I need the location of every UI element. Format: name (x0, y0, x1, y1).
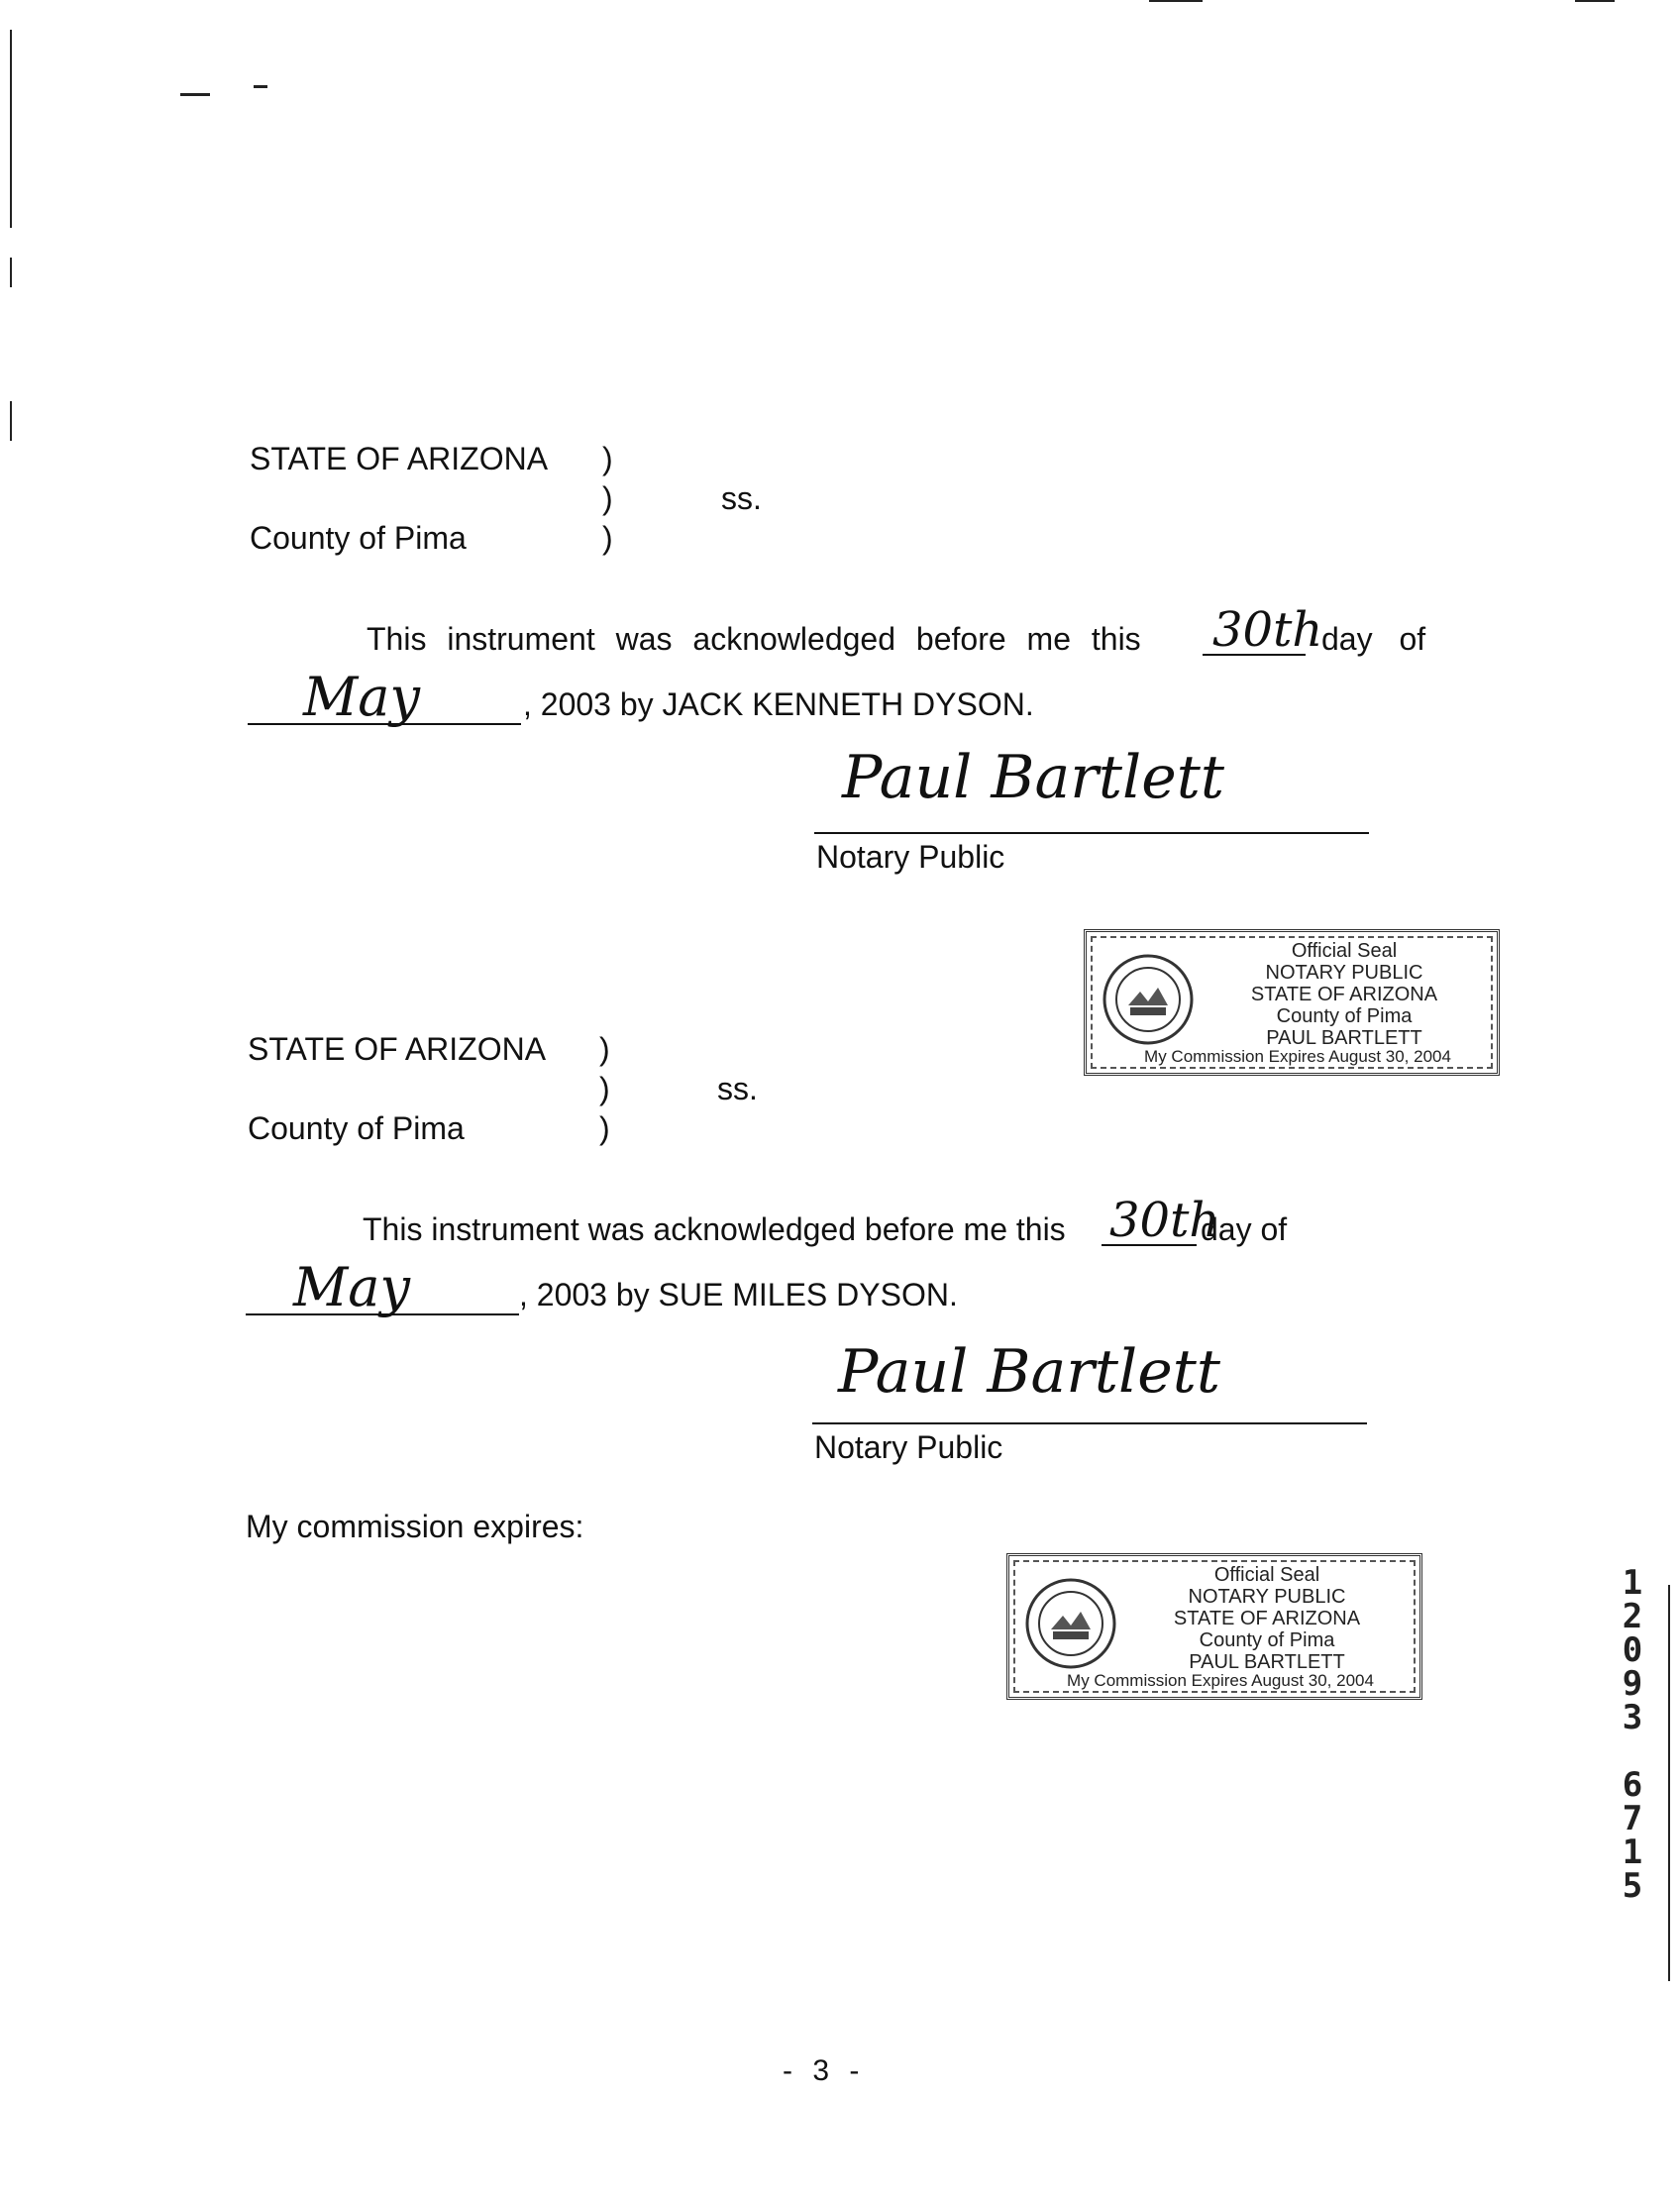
ack-text-suffix: day of (1201, 1211, 1288, 1247)
seal-line-name: PAUL BARTLETT (1189, 1651, 1345, 1673)
year-and-name: , 2003 by JACK KENNETH DYSON. (523, 686, 1034, 722)
seal-line-name: PAUL BARTLETT (1266, 1027, 1422, 1049)
day-handwritten: 30th (1109, 1193, 1220, 1248)
paren-2: ) (599, 1071, 610, 1106)
ack-text-suffix: day of (1321, 621, 1426, 657)
recording-digit: 1 (1622, 1563, 1643, 1603)
seal-line-state: STATE OF ARIZONA (1173, 1608, 1361, 1629)
handwritten-signature: Paul Bartlett (838, 1337, 1220, 1407)
scan-artifact-mark-2 (254, 85, 267, 88)
paren-3: ) (599, 1110, 610, 1146)
scan-artifact-top-2 (1575, 0, 1615, 2)
notary-seal-stamp (1084, 929, 1500, 1076)
seal-line-county: County of Pima (1276, 1005, 1413, 1027)
month-blank (246, 1256, 519, 1318)
scan-artifact-left-2 (10, 258, 12, 287)
county-label: County of Pima (248, 1110, 465, 1146)
day-blank (1203, 602, 1323, 658)
seal-line-state: STATE OF ARIZONA (1250, 984, 1438, 1005)
day-handwritten: 30th (1212, 602, 1323, 658)
arizona-state-seal-icon (1101, 952, 1196, 1047)
recording-digit: 1 (1622, 1833, 1643, 1872)
handwritten-signature: Paul Bartlett (842, 743, 1224, 812)
seal-line-official: Official Seal (1213, 1564, 1320, 1586)
scan-artifact-left-1 (10, 30, 12, 228)
page-number: - 3 - (783, 2054, 866, 2087)
commission-expires-label: My commission expires: (246, 1509, 584, 1544)
seal-line-notary: NOTARY PUBLIC (1265, 962, 1423, 984)
recording-digit: 5 (1622, 1866, 1643, 1906)
paren-1: ) (602, 441, 613, 476)
ack-text-prefix: This instrument was acknowledged before me this (367, 621, 1141, 657)
county-label: County of Pima (250, 520, 467, 556)
seal-expiration: My Commission Expires August 30, 2004 (1067, 1671, 1374, 1690)
recording-digit: 3 (1622, 1698, 1643, 1737)
ss-label: ss. (721, 480, 762, 516)
recording-digit: 6 (1622, 1765, 1643, 1805)
scan-artifact-top-1 (1149, 0, 1203, 2)
paren-2: ) (602, 480, 613, 516)
state-label: STATE OF ARIZONA (250, 441, 549, 476)
year-and-name: , 2003 by SUE MILES DYSON. (519, 1277, 958, 1312)
seal-line-notary: NOTARY PUBLIC (1188, 1586, 1346, 1608)
scan-artifact-left-3 (10, 401, 12, 441)
paren-1: ) (599, 1031, 610, 1067)
state-label: STATE OF ARIZONA (248, 1031, 547, 1067)
seal-line-county: County of Pima (1199, 1629, 1335, 1651)
paren-3: ) (602, 520, 613, 556)
month-handwritten: May (303, 666, 420, 728)
month-blank (248, 666, 521, 728)
month-handwritten: May (293, 1256, 410, 1318)
recording-digit: 0 (1622, 1630, 1643, 1670)
scan-artifact-right-edge (1668, 1585, 1670, 1981)
notary-public-label: Notary Public (816, 839, 1005, 875)
ss-label: ss. (717, 1071, 758, 1106)
seal-line-official: Official Seal (1291, 940, 1398, 962)
day-blank (1102, 1193, 1220, 1248)
ack-text-prefix: This instrument was acknowledged before me this (363, 1211, 1066, 1247)
recording-digit: 7 (1622, 1799, 1643, 1838)
seal-expiration: My Commission Expires August 30, 2004 (1144, 1047, 1451, 1066)
scan-artifact-mark (180, 93, 210, 96)
recording-digit: 9 (1622, 1664, 1643, 1704)
notary-public-label: Notary Public (814, 1429, 1003, 1465)
notary-seal-stamp (1006, 1553, 1422, 1700)
arizona-state-seal-icon (1023, 1576, 1118, 1671)
recording-digit: 2 (1622, 1597, 1643, 1636)
